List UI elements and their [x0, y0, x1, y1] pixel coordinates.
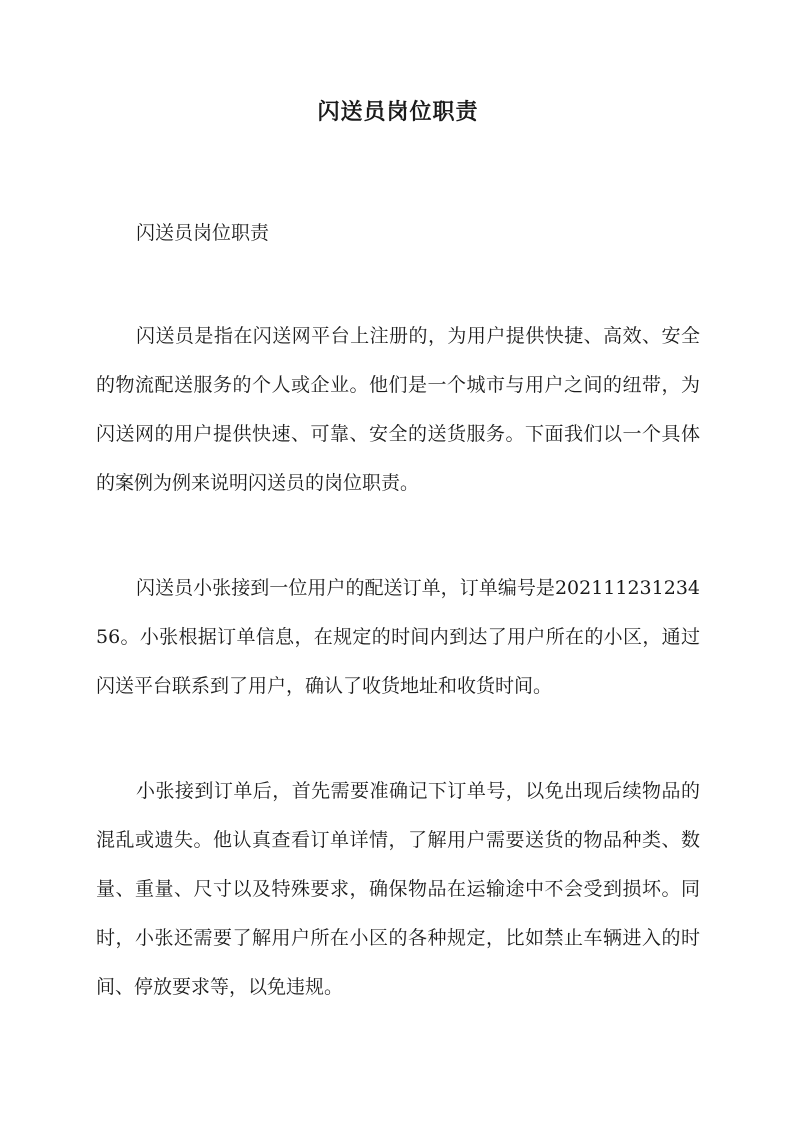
paragraph-intro: 闪送员是指在闪送网平台上注册的，为用户提供快捷、高效、安全的物流配送服务的个人或企业。他们是一个城市与用户之间的纽带，为闪送网的用户提供快速、可靠、安全的送货服务。下面我们以一个具体的案例为例来说明闪送员的岗位职责。 [96, 325, 700, 494]
document-title: 闪送员岗位职责 [317, 99, 479, 125]
paragraph-order-handling: 小张接到订单后，首先需要准确记下订单号，以免出现后续物品的混乱或遗失。他认真查看订单详情，了解用户需要送货的物品种类、数量、重量、尺寸以及特殊要求，确保物品在运输途中不会受到损坏。同时，小张还需要了解用户所在小区的各种规定，比如禁止车辆进入的时间、停放要求等，以免违规。 [96, 780, 700, 998]
section-heading: 闪送员岗位职责 [136, 222, 270, 244]
paragraph-order-case: 闪送员小张接到一位用户的配送订单，订单编号是20211123123456。小张根据订单信息，在规定的时间内到达了用户所在的小区，通过闪送平台联系到了用户，确认了收货地址和收货时间。 [96, 577, 700, 697]
